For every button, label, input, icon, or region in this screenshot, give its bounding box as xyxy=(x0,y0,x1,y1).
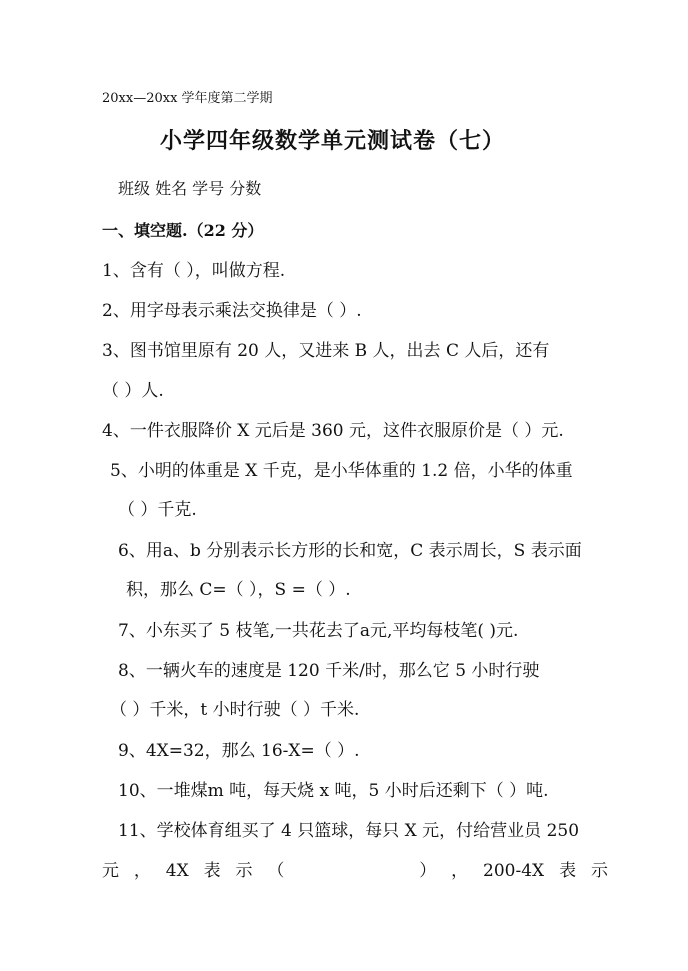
question-6-line-2: 积，那么 C=（ ），S =（ ）. xyxy=(126,580,351,600)
q11-token: ， xyxy=(451,861,469,881)
q11-token: ） xyxy=(419,861,437,881)
question-4: 4、一件衣服降价 X 元后是 360 元，这件衣服原价是（ ）元. xyxy=(102,421,564,441)
q11-token: 元 xyxy=(102,861,119,881)
page-title: 小学四年级数学单元测试卷（七） xyxy=(160,128,506,154)
question-11-line-2 xyxy=(102,861,608,881)
q11-token: 表 xyxy=(203,861,221,881)
question-11-line-1: 11、学校体育组买了 4 只篮球，每只 X 元，付给营业员 250 xyxy=(118,821,580,841)
q11-token: 示 xyxy=(590,861,608,881)
question-2: 2、用字母表示乘法交换律是（ ）. xyxy=(102,301,362,321)
question-9: 9、4X=32，那么 16-X=（ ）. xyxy=(118,741,360,761)
question-6-line-1: 6、用a、b 分别表示长方形的长和宽，C 表示周长，S 表示面 xyxy=(118,541,582,561)
q11-token: （ xyxy=(267,861,285,881)
section-heading-fill-blank: 一、填空题.（22 分） xyxy=(102,221,264,240)
question-1: 1、含有（ ），叫做方程. xyxy=(102,261,286,281)
question-5-line-2: （ ）千克. xyxy=(118,500,197,520)
q11-token: 4X xyxy=(165,861,189,881)
student-info-line: 班级 姓名 学号 分数 xyxy=(118,179,262,198)
q11-token: 表 xyxy=(559,861,577,881)
question-7: 7、小东买了 5 枝笔,一共花去了a元,平均每枝笔( )元. xyxy=(118,621,519,641)
question-3-line-2: （ ）人. xyxy=(102,381,164,401)
question-8-line-1: 8、一辆火车的速度是 120 千米/时，那么它 5 小时行驶 xyxy=(118,661,540,681)
q11-token: 200-4X xyxy=(483,861,545,881)
question-3-line-1: 3、图书馆里原有 20 人，又进来 B 人，出去 C 人后，还有 xyxy=(102,341,550,361)
question-10: 10、一堆煤m 吨，每天烧 x 吨，5 小时后还剩下（ ）吨. xyxy=(118,781,549,801)
question-5-line-1: 5、小明的体重是 X 千克，是小华体重的 1.2 倍，小华的体重 xyxy=(110,461,573,481)
term-label: 20xx—20xx 学年度第二学期 xyxy=(102,91,273,106)
q11-token: 示 xyxy=(235,861,253,881)
q11-token: ， xyxy=(133,861,151,881)
question-8-line-2: （ ）千米，t 小时行驶（ ）千米. xyxy=(110,700,360,720)
